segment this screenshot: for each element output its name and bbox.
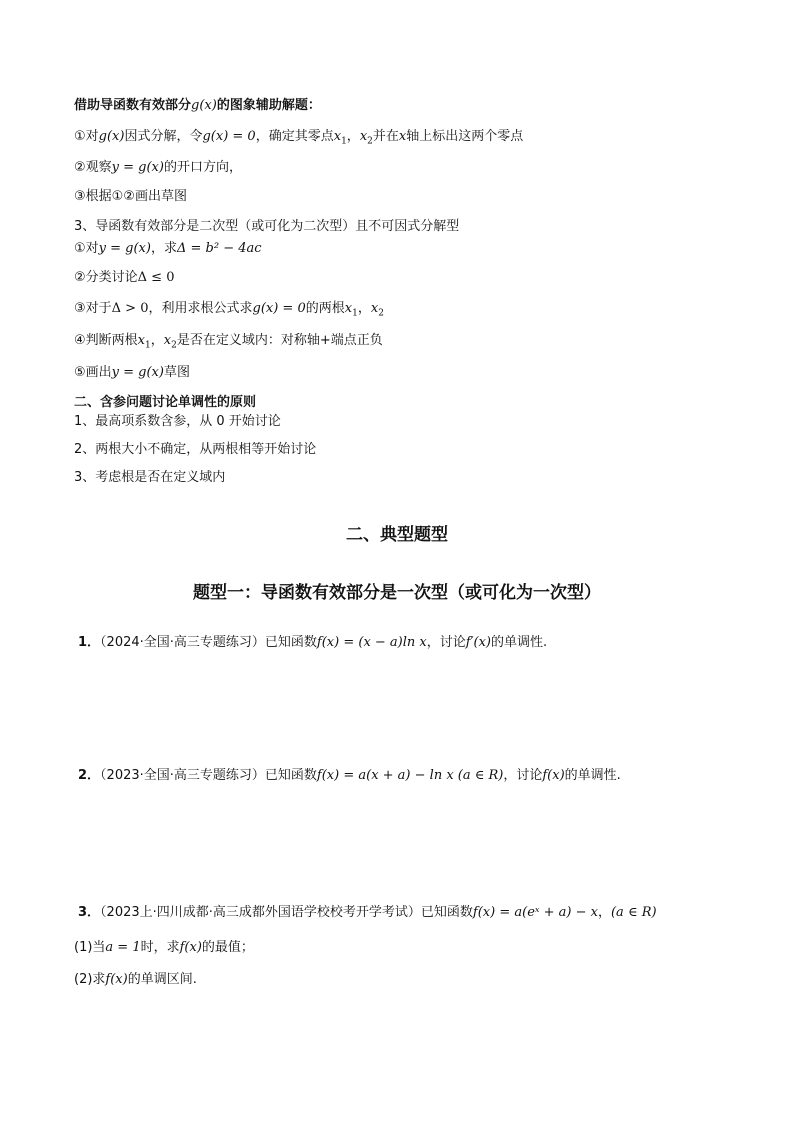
math-x1: x — [344, 301, 353, 316]
intro-heading — [74, 97, 321, 115]
section-title: 二、典型题型 — [346, 525, 448, 545]
subscript-1: 1 — [145, 340, 151, 351]
subscript-2: 2 — [171, 340, 177, 351]
text: 轴上标出这两个零点 — [406, 129, 524, 144]
text: 的两根 — [305, 301, 345, 316]
problem-3 — [78, 904, 657, 922]
text: ，求 — [150, 241, 177, 256]
text: ， — [346, 129, 360, 144]
math-x: x — [398, 129, 407, 144]
math: Δ > 0 — [111, 301, 149, 316]
text: ③对于 — [74, 301, 112, 316]
math: a = 1 — [105, 940, 141, 955]
text: 已知函数 — [264, 768, 317, 783]
intro-step-3: ③根据①②画出草图 — [74, 189, 187, 204]
math: f(x) = a(eˣ + a) − x — [472, 905, 598, 920]
math-discriminant: Δ = b² − 4ac — [176, 241, 262, 256]
math-x2: x — [359, 129, 368, 144]
math: g(x) = 0 — [202, 129, 256, 144]
math: f′(x) — [465, 635, 492, 650]
text: ， — [357, 301, 371, 316]
principles-title: 二、含参问题讨论单调性的原则 — [74, 395, 257, 410]
problem-3-part-1 — [74, 939, 254, 957]
type3-title: 3、导函数有效部分是二次型（或可化为二次型）且不可因式分解型 — [74, 219, 460, 234]
math-x1: x — [333, 129, 342, 144]
math-g-of-x: g(x) — [191, 98, 217, 113]
problem-source: （2023上·四川成都·高三成都外国语学校校考开学考试） — [100, 905, 421, 920]
problem-3-part-2 — [74, 971, 197, 989]
type3-step-1 — [74, 240, 262, 258]
text: 是否在定义域内：对称轴+端点正负 — [176, 333, 383, 348]
intro-heading-text: 借助导函数有效部分 — [74, 98, 192, 113]
text: ，利用求根公式求 — [148, 301, 253, 316]
text: ，确定其零点 — [255, 129, 334, 144]
math: Δ ≤ 0 — [137, 270, 175, 285]
math: g(x) — [98, 129, 125, 144]
text: ， — [150, 333, 164, 348]
math: (a ∈ R) — [610, 905, 657, 920]
math: f(x) — [542, 768, 565, 783]
problem-2 — [78, 767, 621, 785]
math: f(x) = (x − a)ln x — [316, 635, 427, 650]
intro-heading-tail: 的图象辅助解题： — [216, 98, 321, 113]
subscript-2: 2 — [378, 308, 384, 319]
math: y = g(x) — [111, 365, 164, 380]
type3-step-4 — [74, 332, 383, 355]
text: ，讨论 — [426, 635, 466, 650]
type3-step-5 — [74, 364, 190, 382]
principle-3: 3、考虑根是否在定义域内 — [74, 470, 226, 485]
text: ②分类讨论 — [74, 270, 138, 285]
text: 的单调区间. — [127, 972, 197, 987]
math-x1: x — [137, 333, 145, 348]
math: y = g(x) — [111, 160, 164, 175]
text: ，讨论 — [503, 768, 543, 783]
intro-step-2 — [74, 159, 242, 177]
text: 已知函数 — [264, 635, 317, 650]
text: ④判断两根 — [74, 333, 138, 348]
text: 因式分解，令 — [124, 129, 203, 144]
math: f(x) — [179, 940, 202, 955]
text: ⑤画出 — [74, 365, 112, 380]
math: f(x) — [105, 972, 128, 987]
subscript-2: 2 — [367, 136, 373, 147]
problem-number: 2． — [78, 768, 101, 783]
text: 时，求 — [140, 940, 180, 955]
text: 的单调性. — [564, 768, 621, 783]
problem-number: 3． — [78, 905, 101, 920]
math-x2: x — [163, 333, 172, 348]
type3-step-3 — [74, 300, 384, 323]
math: y = g(x) — [98, 241, 151, 256]
math-x2: x — [370, 301, 379, 316]
text: 的单调性. — [491, 635, 548, 650]
problem-number: 1． — [78, 635, 101, 650]
text: 已知函数 — [420, 905, 473, 920]
math: f(x) = a(x + a) − ln x (a ∈ R) — [316, 768, 504, 783]
subscript-1: 1 — [352, 308, 358, 319]
subsection-title: 题型一：导函数有效部分是一次型（或可化为一次型） — [193, 583, 601, 603]
text: ， — [597, 905, 611, 920]
subscript-1: 1 — [341, 136, 347, 147]
text: ①对 — [74, 241, 99, 256]
text: (2)求 — [74, 972, 106, 987]
text: ②观察 — [74, 160, 112, 175]
problem-source: （2023·全国·高三专题练习） — [100, 768, 265, 783]
text: 的最值； — [201, 940, 254, 955]
text: (1)当 — [74, 940, 106, 955]
type3-step-2 — [74, 269, 174, 287]
problem-1 — [78, 634, 547, 652]
math: g(x) = 0 — [252, 301, 306, 316]
text: 草图 — [163, 365, 190, 380]
text: 的开口方向， — [163, 160, 242, 175]
text: ①对 — [74, 129, 99, 144]
problem-source: （2024·全国·高三专题练习） — [100, 635, 265, 650]
principle-1: 1、最高项系数含参，从 0 开始讨论 — [74, 414, 281, 429]
principle-2: 2、两根大小不确定，从两根相等开始讨论 — [74, 442, 317, 457]
intro-step-1 — [74, 128, 523, 151]
text: 并在 — [372, 129, 399, 144]
